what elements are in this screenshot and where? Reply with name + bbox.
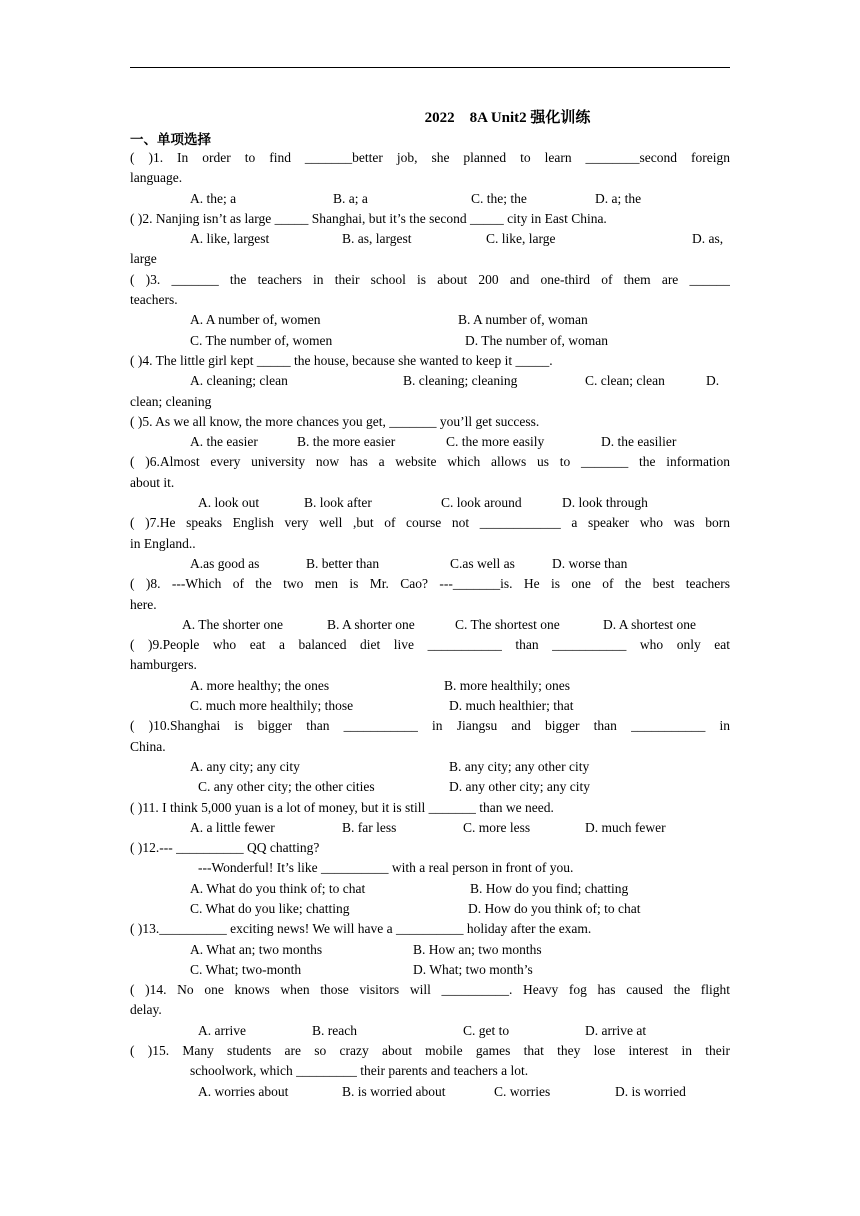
option: B. A shorter one [327, 616, 415, 632]
question-text: ( )6.Almost every university now has a website which allows us to _______ the information [130, 454, 730, 470]
question-text: delay. [130, 1002, 162, 1018]
option: A. more healthy; the ones [190, 677, 330, 693]
question-text: ( )2. Nanjing isn’t as large _____ Shanghai, but it’s the second _____ city in East China. [130, 210, 607, 226]
option: C. the more easily [446, 434, 545, 450]
option: A. cleaning; clean [190, 373, 288, 389]
option: A. What an; two months [190, 941, 323, 957]
option: B. look after [304, 495, 372, 511]
option: B. better than [306, 555, 380, 571]
options-row [130, 757, 730, 777]
option: A. the; a [190, 190, 237, 206]
options-row [130, 229, 730, 249]
option: B. more healthily; ones [444, 677, 570, 693]
question-text: ( )9.People who eat a balanced diet live ___________ than ___________ who only eat [130, 637, 730, 653]
question-text: schoolwork, which _________ their parents and teachers a lot. [190, 1063, 529, 1079]
option: D. much healthier; that [449, 698, 574, 714]
option: A. the easier [190, 434, 258, 450]
options-row [130, 1021, 730, 1041]
option: C. like, large [486, 231, 556, 247]
option: B. How an; two months [413, 941, 542, 957]
dialogue-reply: ---Wonderful! It’s like __________ with a real person in front of you. [198, 860, 574, 876]
question-text: ( )3. _______ the teachers in their school is about 200 and one-third of them are ______ [130, 271, 730, 287]
option: C. worries [494, 1083, 551, 1099]
options-row [130, 493, 730, 513]
option: C. get to [463, 1022, 510, 1038]
option: D. a; the [595, 190, 642, 206]
options-row [130, 1082, 730, 1102]
option-continuation: clean; cleaning [130, 393, 212, 409]
options-row [130, 310, 730, 330]
options-row [130, 696, 730, 716]
section-heading: 一、单项选择 [130, 132, 211, 148]
option: B. cleaning; cleaning [403, 373, 518, 389]
option: D. [706, 373, 720, 389]
options-row [130, 940, 730, 960]
option: D. any other city; any city [449, 779, 590, 795]
option: B. far less [342, 819, 397, 835]
option: B. A number of, woman [458, 312, 588, 328]
question-text: ( )12.--- __________ QQ chatting? [130, 840, 320, 856]
option-continuation: large [130, 251, 157, 267]
question-text: ( )1. In order to find _______better job, she planned to learn ________second foreign [130, 150, 730, 165]
option: A. like, largest [190, 231, 270, 247]
question-text: China. [130, 738, 166, 754]
options-row [130, 960, 730, 980]
option: D. look through [562, 495, 648, 511]
options-row [130, 554, 730, 574]
option: A. The shorter one [182, 616, 283, 632]
question-text: ( )4. The little girl kept _____ the house, because she wanted to keep it _____. [130, 352, 553, 368]
question-text: ( )13.__________ exciting news! We will have a __________ holiday after the exam. [130, 921, 592, 937]
option: B. any city; any other city [449, 758, 590, 774]
option: D. The number of, woman [465, 332, 608, 348]
option: A. any city; any city [190, 758, 300, 774]
question-text: ( )10.Shanghai is bigger than ___________ in Jiangsu and bigger than ___________ in [130, 718, 730, 734]
option: D. much fewer [585, 819, 666, 835]
options-row [130, 615, 730, 635]
question-text: ( )15. Many students are so crazy about mobile games that they lose interest in their [130, 1043, 730, 1059]
option: A.as good as [190, 555, 260, 571]
options-row [130, 777, 730, 797]
option: C. The number of, women [190, 332, 333, 348]
options-row [130, 189, 730, 209]
option: D. the easilier [601, 434, 677, 450]
option: C. look around [441, 495, 522, 511]
option: A. What do you think of; to chat [190, 880, 366, 896]
option: D. worse than [552, 555, 628, 571]
option: A. A number of, women [190, 312, 321, 328]
option: C.as well as [450, 555, 515, 571]
option: C. much more healthily; those [190, 698, 354, 714]
question-text: in England.. [130, 535, 196, 551]
option: C. What; two-month [190, 961, 302, 977]
option: D. arrive at [585, 1022, 647, 1038]
option: C. What do you like; chatting [190, 900, 350, 916]
option: B. as, largest [342, 231, 412, 247]
option: D. How do you think of; to chat [468, 900, 641, 916]
options-row [130, 818, 730, 838]
option: A. a little fewer [190, 819, 275, 835]
question-text: teachers. [130, 292, 178, 308]
option: A. look out [198, 495, 260, 511]
question-text: hamburgers. [130, 657, 197, 673]
option: D. as, [692, 231, 724, 247]
option: D. is worried [615, 1083, 686, 1099]
question-list [130, 148, 730, 1102]
option: C. more less [463, 819, 531, 835]
options-row [130, 899, 730, 919]
page-title: 2022 8A Unit2 强化训练 [424, 110, 591, 126]
options-row [130, 331, 730, 351]
option: C. any other city; the other cities [198, 779, 375, 795]
options-row [130, 432, 730, 452]
option: D. A shortest one [603, 616, 696, 632]
question-text: ( )5. As we all know, the more chances you get, _______ you’ll get success. [130, 413, 540, 429]
option: A. arrive [198, 1022, 246, 1038]
question-text: here. [130, 596, 157, 612]
options-row [130, 879, 730, 899]
option: B. How do you find; chatting [470, 880, 629, 896]
options-row [130, 676, 730, 696]
question-text: ( )8. ---Which of the two men is Mr. Cao? ---_______is. He is one of the best teachers [130, 576, 730, 592]
question-text: language. [130, 170, 183, 186]
question-text: about it. [130, 474, 175, 490]
option: B. is worried about [342, 1083, 446, 1099]
question-text: ( )7.He speaks English very well ,but of course not ____________ a speaker who was born [130, 515, 730, 531]
options-row [130, 371, 730, 391]
option: A. worries about [198, 1083, 289, 1099]
header-rule [130, 67, 730, 68]
option: B. the more easier [297, 434, 396, 450]
question-text: ( )11. I think 5,000 yuan is a lot of money, but it is still _______ than we need. [130, 799, 554, 815]
option: D. What; two month’s [413, 961, 533, 977]
option: C. the; the [471, 190, 527, 206]
question-text: ( )14. No one knows when those visitors will __________. Heavy fog has caused the flight [130, 982, 730, 998]
option: B. reach [312, 1022, 357, 1038]
option: B. a; a [333, 190, 368, 206]
option: C. clean; clean [585, 373, 665, 389]
option: C. The shortest one [455, 616, 560, 632]
